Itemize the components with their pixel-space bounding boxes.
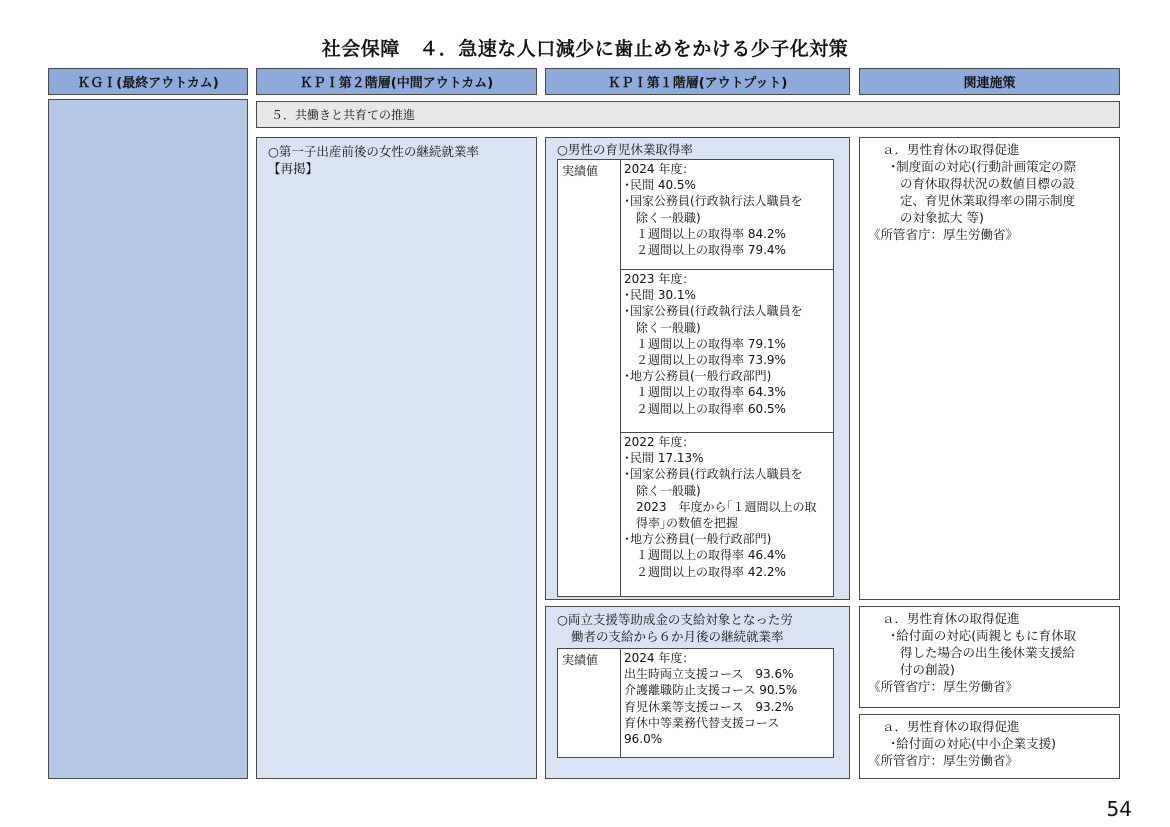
measure-line: の対象拡大 等)	[900, 210, 984, 225]
text-line: ２週間以上の取得率 73.9%	[636, 353, 786, 368]
header-kpi2: ＫＰＩ第２階層(中間アウトカム)	[256, 68, 537, 95]
text-line: ･民間 30.1%	[624, 288, 696, 303]
text-line: 介護離職防止支援コース 90.5%	[624, 683, 798, 698]
measure-box	[859, 606, 1120, 708]
results-block-2022	[620, 432, 834, 596]
text-line: ･国家公務員(行政執行法人職員を	[624, 194, 803, 209]
measure-heading: ａ．男性育休の取得促進	[882, 611, 1020, 626]
text-line: 2023 年度：	[624, 272, 695, 286]
page-number: 54	[1106, 797, 1132, 821]
kpi2-column	[256, 137, 537, 779]
text-line: 2024 年度：	[624, 651, 695, 665]
measure-line: の育休取得状況の数値目標の設	[900, 176, 1076, 191]
ministry-line: 《所管省庁：厚生労働省》	[868, 679, 1019, 694]
text-line: ･地方公務員(一般行政部門)	[624, 369, 772, 384]
text-line: ･民間 40.5%	[624, 178, 696, 193]
text-line: 除く一般職)	[636, 320, 701, 335]
kgi-column	[48, 99, 248, 779]
kpi2-line: ○第一子出産前後の女性の継続就業率	[268, 144, 479, 159]
page-title: 社会保障 ４．急速な人口減少に歯止めをかける少子化対策	[321, 38, 849, 60]
ministry-line: 《所管省庁：厚生労働省》	[868, 227, 1019, 242]
text-line: 96.0%	[624, 732, 663, 747]
text-line: ･国家公務員(行政執行法人職員を	[624, 304, 803, 319]
measure-heading: ａ．男性育休の取得促進	[882, 719, 1020, 734]
measure-box	[859, 714, 1120, 779]
text-line: ２週間以上の取得率 60.5%	[636, 401, 786, 416]
kpi1-title: ○両立支援等助成金の支給対象となった労	[557, 612, 793, 627]
kpi2-line: 【再掲】	[268, 161, 319, 176]
measure-line: ･給付面の対応(中小企業支援)	[890, 736, 1057, 751]
text-line: 育児休業等支援コース 93.2%	[624, 699, 794, 714]
text-line: 2022 年度：	[624, 435, 695, 449]
text-line: 2024 年度：	[624, 162, 695, 176]
kpi1-title: 働者の支給から６か月後の継続就業率	[571, 629, 784, 644]
results-label: 実績値	[562, 653, 599, 667]
measure-line: 定、育児休業取得率の開示制度	[900, 193, 1076, 208]
results-label: 実績値	[562, 164, 599, 178]
measure-line: 付の創設)	[900, 662, 955, 677]
text-line: １週間以上の取得率 64.3%	[636, 385, 786, 400]
text-line: 得率｣の数値を把握	[636, 516, 739, 531]
text-line: 出生時両立支援コース 93.6%	[624, 667, 794, 682]
text-line: 除く一般職)	[636, 483, 701, 498]
results-block-2024	[620, 649, 834, 757]
results-block-2024	[620, 160, 834, 269]
text-line: ･国家公務員(行政執行法人職員を	[624, 467, 803, 482]
text-line: １週間以上の取得率 79.1%	[636, 336, 786, 351]
text-line: １週間以上の取得率 84.2%	[636, 226, 786, 241]
results-block-2023	[620, 269, 834, 432]
text-line: ２週間以上の取得率 42.2%	[636, 564, 786, 579]
kpi1-title: ○男性の育児休業取得率	[557, 142, 693, 157]
measure-heading: ａ．男性育休の取得促進	[882, 142, 1020, 157]
header-kgi: ＫＧＩ(最終アウトカム)	[48, 68, 248, 95]
section-heading: ５．共働きと共育ての推進	[256, 101, 1120, 128]
results-table	[557, 159, 834, 597]
measure-line: ･制度面の対応(行動計画策定の際	[890, 159, 1077, 174]
text-line: 除く一般職)	[636, 210, 701, 225]
text-line: ･民間 17.13%	[624, 451, 704, 466]
ministry-line: 《所管省庁：厚生労働省》	[868, 753, 1019, 768]
text-line: ２週間以上の取得率 79.4%	[636, 243, 786, 258]
measure-line: ･給付面の対応(両親ともに育休取	[890, 628, 1077, 643]
measure-box	[859, 137, 1120, 600]
header-kpi1: ＫＰＩ第１階層(アウトプット)	[545, 68, 850, 95]
text-line: 育休中等業務代替支援コース	[624, 715, 780, 730]
measure-line: 得した場合の出生後休業支援給	[900, 645, 1076, 660]
header-measures: 関連施策	[859, 68, 1120, 95]
text-line: ･地方公務員(一般行政部門)	[624, 532, 772, 547]
text-line: 2023 年度から｢１週間以上の取	[636, 499, 817, 514]
kpi2-text	[268, 143, 530, 177]
kpi1-box-retention-rate	[545, 606, 850, 779]
text-line: １週間以上の取得率 46.4%	[636, 548, 786, 563]
kpi1-box-paternity-leave	[545, 137, 850, 600]
results-table	[557, 648, 834, 758]
